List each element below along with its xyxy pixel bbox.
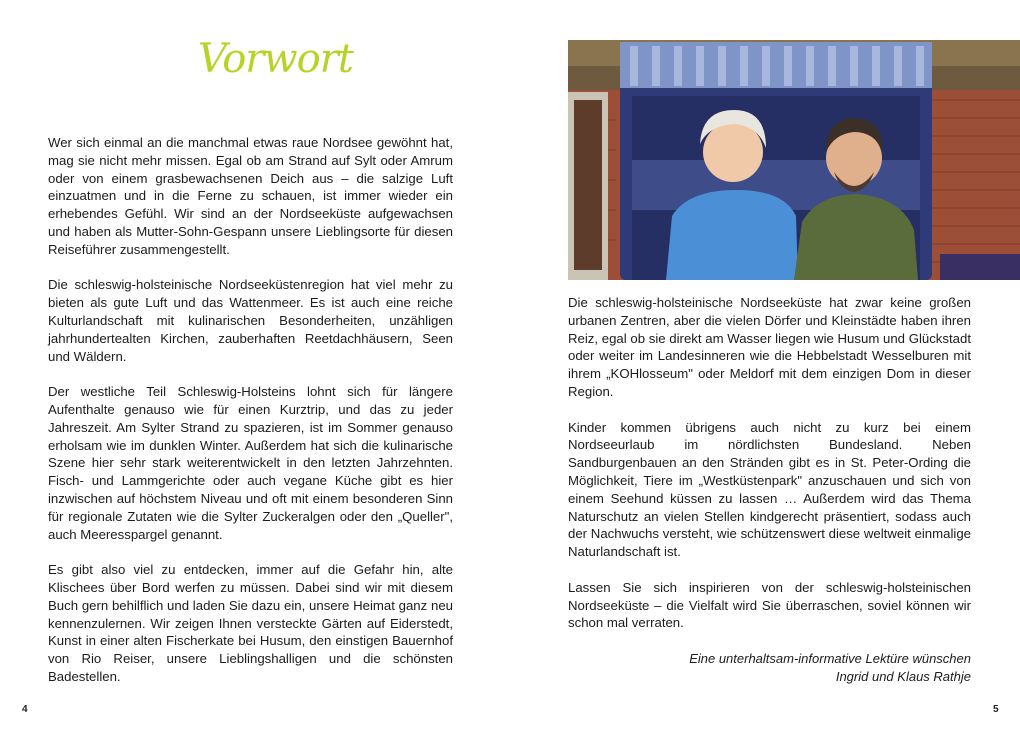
signature-authors: Ingrid und Klaus Rathje [835,668,971,684]
paragraph: Lassen Sie sich inspirieren von der schleswig-holsteinischen Nordseeküste – die Vielfalt wird Sie überraschen, soviel können wir schon mal verraten. [568,579,971,631]
paragraph: Wer sich einmal an die manchmal etwas raue Nordsee gewöhnt hat, mag sie nicht mehr missen. Egal ob am Strand auf Sylt oder Amrum oder von einem grasbewachsenen Deich aus – die salzige Luft einzuatmen und in die Ferne zu schauen, ist immer wieder ein erhebendes Gefühl. Wir sind an der Nordseeküste aufgewachsen und haben als Mutter-Sohn-Gespann unsere Lieblingsorte für diesen Reiseführer zusammengestellt. [48,135,453,257]
foreword-text-left [48,134,453,704]
page-number-right: 5 [993,704,999,715]
foreword-text-right [568,294,971,686]
paragraph: Kinder kommen übrigens auch nicht zu kurz bei einem Nordseeurlaub im nördlichsten Bundesland. Neben Sandburgenbauen an den Stränden gibt es in St. Peter-Ording die Möglichkeit, Tiere im „Westküstenpark" anzuschauen und sich von einem Seehund küssen zu lassen … Außerdem wird das Thema Naturschutz an vielen Stellen kindgerecht präsentiert, sodass auch der Nachwuchs versteht, wie schützenswert diese weltweit einmalige Naturlandschaft ist. [568,419,971,560]
page-number-left: 4 [22,704,28,715]
paragraph: Es gibt also viel zu entdecken, immer auf die Gefahr hin, alte Klischees über Bord werfen zu müssen. Dabei sind wir mit diesem Buch gern behilflich und laden Sie dazu ein, unsere Heimat ganz neu kennenzulernen. Wir zeigen Ihnen versteckte Gärten auf Eiderstedt, Kunst in einer alten Fischerkate bei Husum, den einstigen Bauernhof von Rio Reiser, unsere Lieblingshalligen und die schönsten Badestellen. [48,562,453,684]
authors-photo-illustration [568,40,1020,280]
paragraph: Der westliche Teil Schleswig-Holsteins lohnt sich für längere Aufenthalte genauso wie für einen Kurztrip, und das zu jeder Jahreszeit. Am Sylter Strand zu spazieren, ist im Sommer genauso erholsam wie im dunklen Winter. Außerdem hat sich die kulinarische Szene hier sehr stark weiterentwickelt in den letzten Jahrzehnten. Fisch- und Lammgerichte oder auch vegane Küche gibt es hier inzwischen auf höchstem Niveau und oft mit einem besonderen Sinn für regionale Zutaten wie die Sylter Zuckeralgen oder den „Queller", auch Meeresspargel genannt. [48,384,453,542]
signature-line: Eine unterhaltsam-informative Lektüre wünschen [689,650,971,666]
page-title: Vorwort [198,36,353,82]
paragraph: Die schleswig-holsteinische Nordseeküstenregion hat viel mehr zu bieten als gute Luft und das Wattenmeer. Es ist auch eine reiche Kulturlandschaft mit kulinarischen Besonderheiten, unzähligen jahrhundertealten Kirchen, zauberhaften Reetdachhäusern, Seen und Wäldern. [48,277,453,364]
right-page [510,0,1020,732]
authors-photo [568,40,1020,280]
paragraph: Die schleswig-holsteinische Nordseeküste hat zwar keine großen urbanen Zentren, aber die vielen Dörfer und Kleinstädte haben ihren Reiz, egal ob sie direkt am Wasser liegen wie Husum und Glückstadt oder weiter im Landesinneren wie die Hebbelstadt Wesselburen mit ihrem „KOHlosseum" oder Meldorf mit dem einzigen Dom in dieser Region. [568,295,971,399]
signature [568,650,971,686]
